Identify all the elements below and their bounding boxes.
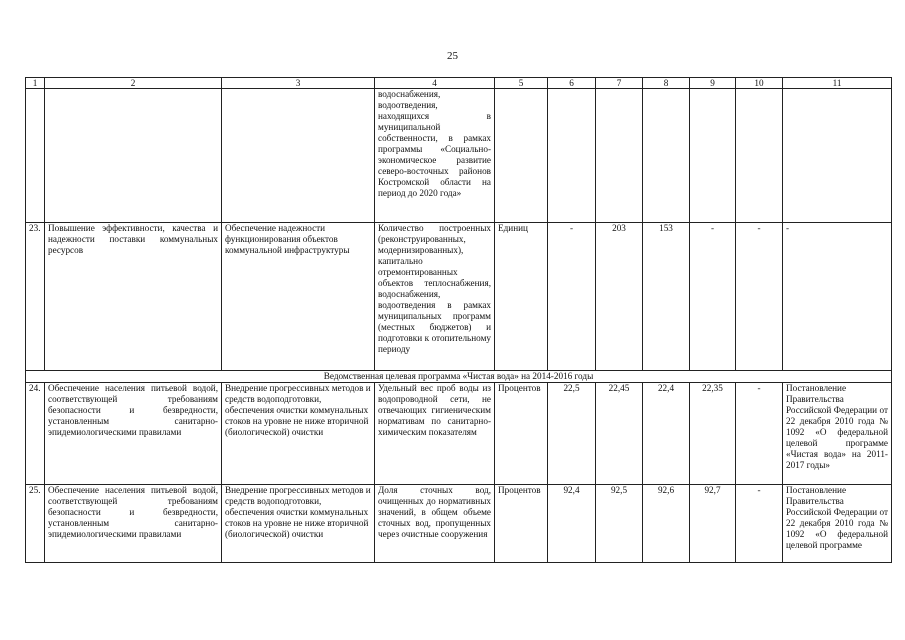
table-row-23 (26, 223, 892, 371)
table-row-24 (26, 383, 892, 485)
basis-cell: Постановление Правительства Российской Федерации от 22 декабря 2010 года № 1092 «О федеральной целевой программе «Чистая вода» на 2011-2017 годы» (783, 383, 892, 485)
column-header: 5 (495, 78, 548, 89)
table-row-continuation (26, 89, 892, 223)
value-cell: 203 (596, 223, 643, 371)
value-cell: 22,5 (548, 383, 596, 485)
goal-cell: Повышение эффективности, качества и надежности поставки коммунальных ресурсов (45, 223, 222, 371)
value-cell: - (736, 383, 783, 485)
section-header-row (26, 371, 892, 383)
indicator-cell: Количество построенных (реконструированных, модернизированных), капитально отремонтированных объектов теплоснабжения, водоснабжения, водоотведения в рамках муниципальных программ (местных бюджетов) и подготовки к отопительному периоду (375, 223, 495, 371)
goal-cell: Обеспечение населения питьевой водой, соответствующей требованиям безопасности и безвредности, установленным санитарно-эпидемиологическими правилами (45, 485, 222, 563)
column-header: 1 (26, 78, 45, 89)
value-cell: - (548, 223, 596, 371)
page-number: 25 (447, 50, 458, 62)
value-cell: - (736, 485, 783, 563)
value-cell: 22,35 (690, 383, 736, 485)
value-cell: - (690, 223, 736, 371)
value-cell: 92,5 (596, 485, 643, 563)
column-header: 8 (643, 78, 690, 89)
unit-cell: Процентов (495, 383, 548, 485)
value-cell: - (736, 223, 783, 371)
cell-empty (222, 89, 375, 223)
table-row-25 (26, 485, 892, 563)
basis-cell: - (783, 223, 892, 371)
value-cell: 92,6 (643, 485, 690, 563)
column-header: 9 (690, 78, 736, 89)
value-cell: 153 (643, 223, 690, 371)
column-header: 6 (548, 78, 596, 89)
value-cell: 22,45 (596, 383, 643, 485)
indicators-table (25, 77, 892, 563)
task-cell: Обеспечение надежности функционирования объектов коммунальной инфраструктуры (222, 223, 375, 371)
column-header: 11 (783, 78, 892, 89)
goal-cell: Обеспечение населения питьевой водой, соответствующей требованиям безопасности и безвредности, установленным санитарно-эпидемиологическими правилами (45, 383, 222, 485)
row-number: 23. (26, 223, 45, 371)
cell-empty (596, 89, 643, 223)
cell-empty (26, 89, 45, 223)
section-title: Ведомственная целевая программа «Чистая вода» на 2014-2016 годы (26, 371, 892, 383)
indicator-cell: Доля сточных вод, очищенных до нормативных значений, в общем объеме сточных вод, пропущенных через очистные сооружения (375, 485, 495, 563)
unit-cell: Процентов (495, 485, 548, 563)
basis-cell: Постановление Правительства Российской Федерации от 22 декабря 2010 года № 1092 «О федеральной целевой программе (783, 485, 892, 563)
indicator-cell: водоснабжения, водоотведения, находящихся в муниципальной собственности, в рамках программы «Социально-экономическое развитие северо-восточных районов Костромской области на период до 2020 года» (375, 89, 495, 223)
column-header: 2 (45, 78, 222, 89)
cell-empty (45, 89, 222, 223)
task-cell: Внедрение прогрессивных методов и средств водоподготовки, обеспечения очистки коммунальных стоков на уровне не ниже вторичной (биологической) очистки (222, 383, 375, 485)
column-header: 7 (596, 78, 643, 89)
unit-cell: Единиц (495, 223, 548, 371)
task-cell: Внедрение прогрессивных методов и средств водоподготовки, обеспечения очистки коммунальных стоков на уровне не ниже вторичной (биологической) очистки (222, 485, 375, 563)
value-cell: 92,4 (548, 485, 596, 563)
cell-empty (690, 89, 736, 223)
row-number: 24. (26, 383, 45, 485)
indicator-cell: Удельный вес проб воды из водопроводной сети, не отвечающих гигиеническим нормативам по санитарно-химическим показателям (375, 383, 495, 485)
column-header: 10 (736, 78, 783, 89)
row-number: 25. (26, 485, 45, 563)
cell-empty (548, 89, 596, 223)
cell-empty (495, 89, 548, 223)
column-header: 3 (222, 78, 375, 89)
column-number-row (26, 78, 892, 89)
cell-empty (783, 89, 892, 223)
column-header: 4 (375, 78, 495, 89)
value-cell: 92,7 (690, 485, 736, 563)
cell-empty (736, 89, 783, 223)
value-cell: 22,4 (643, 383, 690, 485)
cell-empty (643, 89, 690, 223)
